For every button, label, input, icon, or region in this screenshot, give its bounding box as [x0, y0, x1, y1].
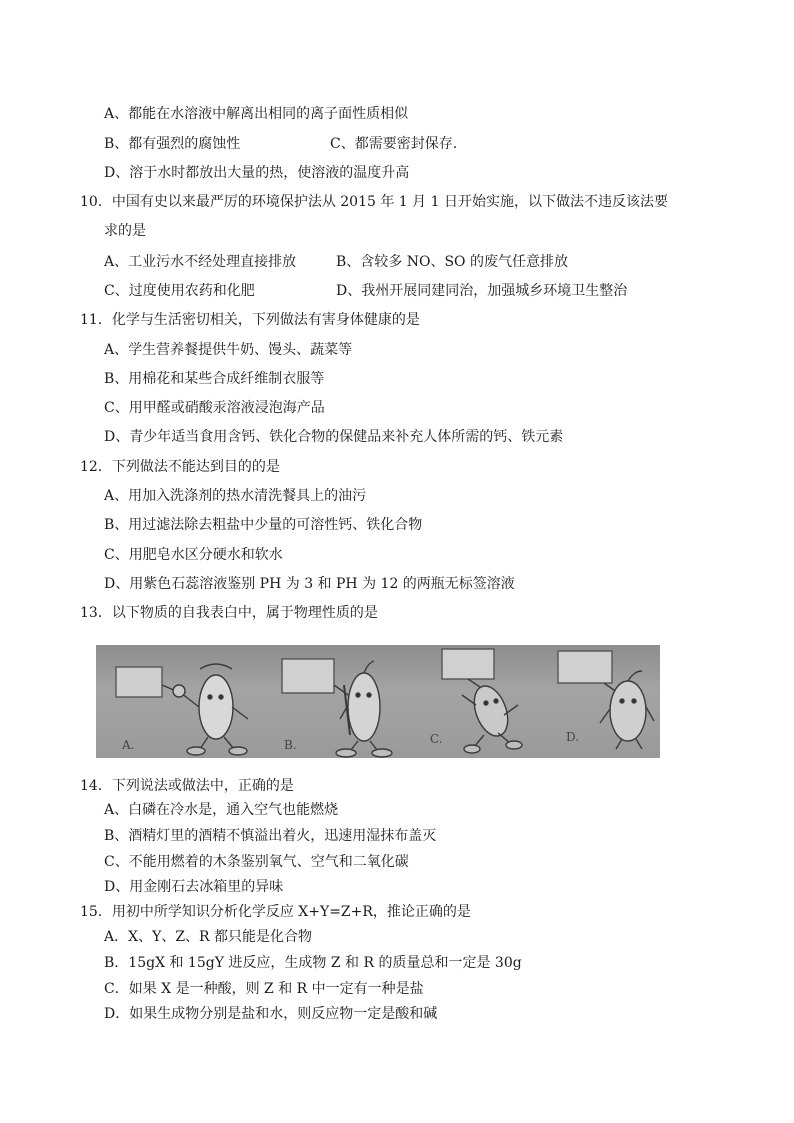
q15-option-b: B．15gX 和 15gY 进反应，生成物 Z 和 R 的质量总和一定是 30g [104, 955, 522, 971]
q12-option-d: D、用紫色石蕊溶液鉴别 PH 为 3 和 PH 为 12 的两瓶无标签溶液 [104, 576, 515, 592]
q11-option-d: D、青少年适当食用含钙、铁化合物的保健品来补充人体所需的钙、铁元素 [104, 429, 564, 445]
q11-option-a: A、学生营养餐提供牛奶、馒头、蔬菜等 [104, 342, 353, 358]
character-a-figure [116, 664, 248, 755]
option-label-b: B. [284, 738, 297, 752]
q10-option-c: C、过度使用农药和化肥 [104, 283, 255, 299]
character-c-figure [442, 649, 522, 753]
q14-stem: 14．下列说法或做法中，正确的是 [80, 778, 294, 794]
q14-option-d: D、用金刚石去冰箱里的异味 [104, 879, 284, 895]
q15-option-d: D．如果生成物分别是盐和水，则反应物一定是酸和碱 [104, 1006, 438, 1022]
q10-option-d: D、我州开展同建同治，加强城乡环境卫生整治 [336, 283, 628, 299]
q10-option-b: B、含较多 NO、SO 的废气任意排放 [336, 254, 568, 270]
q14-option-a: A、白磷在冷水是，通入空气也能燃烧 [104, 802, 339, 818]
q12-option-c: C、用肥皂水区分硬水和软水 [104, 547, 283, 563]
q15-stem: 15．用初中所学知识分析化学反应 X+Y=Z+R，推论正确的是 [80, 904, 471, 920]
q11-option-b: B、用棉花和某些合成纤维制衣服等 [104, 371, 325, 387]
q14-option-b: B、酒精灯里的酒精不慎溢出着火，迅速用湿抹布盖灭 [104, 828, 437, 844]
q10-stem-cont: 求的是 [104, 223, 146, 239]
q9-option-c: C、都需要密封保存. [330, 136, 458, 152]
option-label-d: D. [566, 730, 580, 744]
q12-option-a: A、用加入洗涤剂的热水清洗餐具上的油污 [104, 488, 367, 504]
character-b-figure [282, 659, 392, 757]
q13-stem: 13．以下物质的自我表白中，属于物理性质的是 [80, 605, 378, 621]
q11-stem: 11．化学与生活密切相关，下列做法有害身体健康的是 [80, 312, 420, 328]
q14-option-c: C、不能用燃着的木条鉴别氧气、空气和二氧化碳 [104, 854, 409, 870]
q15-option-a: A．X、Y、Z、R 都只能是化合物 [104, 929, 313, 945]
q13-illustration [96, 645, 660, 758]
option-label-c: C. [430, 732, 443, 746]
q9-option-a: A、都能在水溶液中解离出相同的离子面性质相似 [104, 106, 409, 122]
q12-option-b: B、用过滤法除去粗盐中少量的可溶性钙、铁化合物 [104, 517, 423, 533]
q11-option-c: C、用甲醛或硝酸汞溶液浸泡海产品 [104, 400, 325, 416]
option-label-a: A. [122, 738, 135, 752]
q9-option-b: B、都有强烈的腐蚀性 [104, 136, 241, 152]
q9-option-d: D、溶于水时都放出大量的热，使溶液的温度升高 [104, 165, 410, 181]
q10-option-a: A、工业污水不经处理直接排放 [104, 254, 297, 270]
q10-stem: 10．中国有史以来最严厉的环境保护法从 2015 年 1 月 1 日开始实施，以下做法不违反该法要 [80, 194, 668, 210]
q12-stem: 12．下列做法不能达到目的的是 [80, 459, 280, 475]
q15-option-c: C．如果 X 是一种酸，则 Z 和 R 中一定有一种是盐 [104, 981, 424, 997]
